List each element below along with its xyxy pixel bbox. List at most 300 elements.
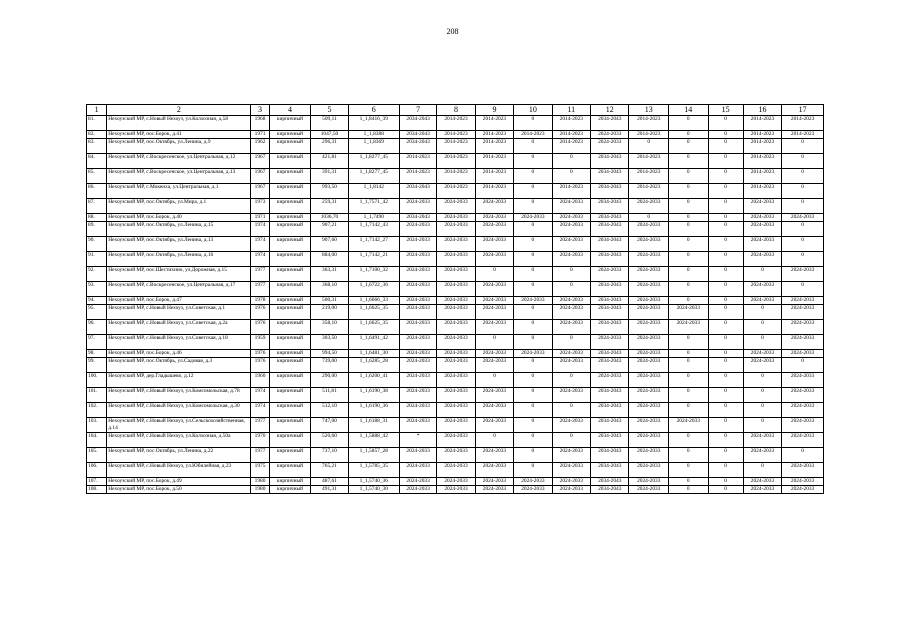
table-cell: 0 — [669, 478, 709, 486]
table-cell: 0 — [708, 478, 743, 486]
table-cell: 2024-2033 — [743, 433, 781, 448]
table-cell: 1_1,8369 — [348, 139, 399, 154]
table-cell: 0 — [552, 169, 590, 184]
table-cell: 2024-2033 — [552, 252, 590, 267]
table-cell: 1980 — [251, 478, 269, 486]
table-cell: 2024-2033 — [552, 358, 590, 373]
table-row — [87, 403, 824, 418]
table-cell: 0 — [514, 222, 552, 237]
table-cell: 2024-2033 — [399, 267, 436, 282]
table-cell: 2024-2033 — [629, 320, 669, 335]
table-cell: кирпичный — [269, 403, 311, 418]
table-cell: 1967 — [251, 184, 269, 199]
table-cell: 739,00 — [311, 358, 348, 373]
table-cell: 2034-2043 — [591, 222, 629, 237]
table-cell: 993,50 — [311, 184, 348, 199]
table-cell: 2014-2023 — [743, 131, 781, 139]
table-cell: 0 — [669, 463, 709, 478]
table-cell: 0 — [552, 433, 590, 448]
table-cell: 2034-2043 — [399, 214, 436, 222]
table-cell: 2014-2023 — [475, 184, 513, 199]
table-cell: 83. — [87, 139, 107, 154]
table-cell: 1_1,6190_36 — [348, 403, 399, 418]
table-cell: кирпичный — [269, 388, 311, 403]
table-cell: 2024-2033 — [629, 282, 669, 297]
table-row — [87, 267, 824, 282]
address-cell: Нехоузский МР, с.Новый Нехоуз, ул.Комсомольская, д.30 — [107, 403, 251, 418]
table-cell: кирпичный — [269, 320, 311, 335]
table-cell: 1_1,6666_33 — [348, 297, 399, 305]
table-cell: 0 — [708, 358, 743, 373]
table-cell: кирпичный — [269, 131, 311, 139]
table-cell: 0 — [475, 267, 513, 282]
table-cell: 2024-2033 — [437, 433, 475, 448]
table-cell: 2024-2033 — [743, 199, 781, 214]
table-cell: 2024-2033 — [475, 486, 513, 494]
table-cell: 2024-2033 — [782, 214, 824, 222]
table-cell: кирпичный — [269, 305, 311, 320]
table-cell: 2024-2033 — [475, 237, 513, 252]
address-cell: Нехоузский МР, с.Новый Нехоуз, ул.Колхозная, д.58 — [107, 116, 251, 131]
address-cell: Нехоузский МР, с.Новый Нехоуз, ул.Юбилейная, д.23 — [107, 463, 251, 478]
table-row — [87, 486, 824, 494]
table-cell: 2024-2033 — [399, 252, 436, 267]
table-cell: 2024-2033 — [782, 433, 824, 448]
table-cell: 0 — [514, 388, 552, 403]
table-cell: 2024-2033 — [782, 373, 824, 388]
table-cell: 82. — [87, 131, 107, 139]
table-cell: 2024-2033 — [743, 358, 781, 373]
table-cell: 98. — [87, 350, 107, 358]
table-cell: 2024-2033 — [437, 486, 475, 494]
table-cell: 2024-2033 — [437, 373, 475, 388]
table-cell: 2024-2033 — [437, 463, 475, 478]
table-cell: 2024-2033 — [552, 478, 590, 486]
table-cell: 2024-2033 — [475, 358, 513, 373]
table-cell: 2024-2033 — [552, 388, 590, 403]
table-cell: 2014-2023 — [743, 154, 781, 169]
table-cell: 2014-2023 — [437, 184, 475, 199]
table-cell: 2024-2033 — [399, 403, 436, 418]
table-cell: 2024-2033 — [475, 282, 513, 297]
table-cell: 1967 — [251, 169, 269, 184]
address-cell: Нехоузский МР, с.Воскресенское, ул.Центральная, д.13 — [107, 169, 251, 184]
table-cell: 2024-2033 — [782, 418, 824, 433]
table-row — [87, 139, 824, 154]
table-cell: 94. — [87, 297, 107, 305]
table-cell: 2024-2033 — [782, 335, 824, 350]
table-cell: 1976 — [251, 320, 269, 335]
table-cell: 2014-2023 — [399, 154, 436, 169]
table-cell: 2024-2033 — [629, 448, 669, 463]
table-cell: 2024-2033 — [743, 252, 781, 267]
table-cell: 2024-2033 — [437, 350, 475, 358]
table-cell: 2014-2023 — [475, 154, 513, 169]
column-header: 13 — [629, 105, 669, 116]
table-cell: 2034-2043 — [591, 448, 629, 463]
table-cell: 2024-2033 — [514, 214, 552, 222]
table-cell: * — [399, 433, 436, 448]
column-header: 12 — [591, 105, 629, 116]
table-cell: 0 — [669, 131, 709, 139]
address-cell: Нехоузский МР, пос.Борок, д.41 — [107, 131, 251, 139]
table-cell: 0 — [743, 388, 781, 403]
table-cell: 2034-2043 — [591, 403, 629, 418]
table-cell: 2024-2033 — [514, 297, 552, 305]
table-cell: 1_1,6491_42 — [348, 335, 399, 350]
table-cell: 2014-2023 — [475, 139, 513, 154]
column-header: 5 — [311, 105, 348, 116]
header-row — [87, 105, 824, 116]
table-cell: 2024-2033 — [552, 222, 590, 237]
table-cell: 1_1,5740_36 — [348, 478, 399, 486]
table-cell: 1_1,6625_35 — [348, 320, 399, 335]
column-header: 4 — [269, 105, 311, 116]
table-cell: 2014-2023 — [743, 116, 781, 131]
table-cell: 0 — [782, 237, 824, 252]
table-cell: 2024-2033 — [399, 388, 436, 403]
table-cell: 0 — [514, 116, 552, 131]
table-cell: 500,31 — [311, 297, 348, 305]
table-cell: 2024-2033 — [437, 418, 475, 433]
table-cell: 0 — [669, 184, 709, 199]
table-row — [87, 388, 824, 403]
table-cell: 1_1,6481_30 — [348, 350, 399, 358]
column-header: 3 — [251, 105, 269, 116]
table-cell: 1_1,6200_41 — [348, 373, 399, 388]
address-cell: Нехоузский МР, с.Мокеиха, ул.Центральная, д.1 — [107, 184, 251, 199]
table-cell: 2024-2033 — [782, 403, 824, 418]
address-cell: Нехоузский МР, пос.Шестихино, ул.Дорожная, д.15 — [107, 267, 251, 282]
column-header: 11 — [552, 105, 590, 116]
table-cell: 102. — [87, 403, 107, 418]
table-cell: 1976 — [251, 350, 269, 358]
table-cell: 2024-2033 — [743, 282, 781, 297]
table-cell: кирпичный — [269, 139, 311, 154]
table-cell: 1_1,8142 — [348, 184, 399, 199]
table-cell: 1959 — [251, 335, 269, 350]
table-cell: 2024-2033 — [437, 335, 475, 350]
table-cell: 2024-2033 — [782, 267, 824, 282]
table-cell: 2024-2033 — [629, 267, 669, 282]
table-cell: 358,10 — [311, 320, 348, 335]
table-cell: 2024-2033 — [475, 448, 513, 463]
table-cell: 2024-2033 — [782, 320, 824, 335]
table-cell: 0 — [669, 222, 709, 237]
table-cell: 97. — [87, 335, 107, 350]
table-cell: 1975 — [251, 463, 269, 478]
address-cell: Нехоузский МР, пос.Борок, д.46 — [107, 350, 251, 358]
table-cell: 2014-2023 — [743, 169, 781, 184]
table-cell: 0 — [708, 252, 743, 267]
table-cell: 81. — [87, 116, 107, 131]
table-cell: 2024-2033 — [782, 388, 824, 403]
table-cell: 2024-2033 — [629, 463, 669, 478]
column-header: 7 — [399, 105, 436, 116]
table-cell: 93. — [87, 282, 107, 297]
table-cell: 512,10 — [311, 403, 348, 418]
table-cell: 0 — [629, 139, 669, 154]
table-cell: 87. — [87, 199, 107, 214]
table-cell: 0 — [708, 463, 743, 478]
table-cell: 1977 — [251, 267, 269, 282]
table-cell: 2024-2033 — [552, 305, 590, 320]
table-cell: 0 — [669, 486, 709, 494]
table-cell: 2024-2033 — [514, 478, 552, 486]
table-cell: 0 — [708, 486, 743, 494]
table-row — [87, 373, 824, 388]
table-row — [87, 305, 824, 320]
table-cell: 2024-2033 — [629, 305, 669, 320]
table-cell: 0 — [669, 433, 709, 448]
table-cell: 0 — [669, 199, 709, 214]
table-cell: 2034-2043 — [399, 116, 436, 131]
table-cell: 2024-2033 — [399, 305, 436, 320]
table-cell: 2024-2033 — [629, 350, 669, 358]
table-row — [87, 297, 824, 305]
table-cell: 2024-2033 — [782, 297, 824, 305]
table-cell: 2034-2043 — [591, 282, 629, 297]
table-row — [87, 154, 824, 169]
table-cell: 2024-2033 — [629, 418, 669, 433]
table-cell: 2024-2033 — [743, 214, 781, 222]
table-cell: 0 — [669, 335, 709, 350]
table-cell: 2024-2033 — [782, 305, 824, 320]
address-cell: Нехоузский МР, дер.Гладышево, д.12 — [107, 373, 251, 388]
column-header: 2 — [107, 105, 251, 116]
table-cell: 0 — [514, 463, 552, 478]
table-cell: 106. — [87, 463, 107, 478]
table-cell: 303,50 — [311, 335, 348, 350]
table-cell: 2024-2033 — [591, 139, 629, 154]
address-cell: Нехоузский МР, пос.Борок, д.47 — [107, 297, 251, 305]
table-cell: 2024-2033 — [399, 358, 436, 373]
table-cell: 0 — [708, 418, 743, 433]
table-row — [87, 199, 824, 214]
table-cell: 0 — [708, 267, 743, 282]
table-cell: 0 — [708, 350, 743, 358]
table-cell: 108. — [87, 486, 107, 494]
table-cell: 1976 — [251, 305, 269, 320]
table-cell: 1974 — [251, 222, 269, 237]
address-cell: Нехоузский МР, пос.Октябрь, ул.Ленина, д.15 — [107, 222, 251, 237]
table-cell: 2024-2033 — [552, 486, 590, 494]
table-cell: 0 — [669, 388, 709, 403]
table-cell: 1_1,7142_43 — [348, 222, 399, 237]
table-cell: 0 — [708, 433, 743, 448]
table-cell: 2024-2033 — [437, 388, 475, 403]
table-cell: кирпичный — [269, 199, 311, 214]
table-cell: 2024-2033 — [669, 305, 709, 320]
table-cell: 2014-2023 — [629, 116, 669, 131]
table-cell: 1_1,5857_28 — [348, 448, 399, 463]
table-cell: 89. — [87, 222, 107, 237]
table-cell: 290,00 — [311, 373, 348, 388]
table-cell: 2024-2033 — [475, 320, 513, 335]
table-cell: 2024-2033 — [591, 131, 629, 139]
table-cell: 1_1,7142_27 — [348, 237, 399, 252]
table-cell: кирпичный — [269, 418, 311, 433]
table-cell: 765,21 — [311, 463, 348, 478]
column-header: 16 — [743, 105, 781, 116]
table-cell: 2024-2033 — [399, 478, 436, 486]
table-cell: 2034-2043 — [591, 252, 629, 267]
table-row — [87, 237, 824, 252]
table-cell: кирпичный — [269, 433, 311, 448]
table-cell: 0 — [669, 448, 709, 463]
table-cell: 0 — [708, 448, 743, 463]
table-cell: 2014-2023 — [475, 131, 513, 139]
table-cell: 1977 — [251, 418, 269, 433]
table-cell: 1967 — [251, 154, 269, 169]
table-cell: 2024-2033 — [629, 388, 669, 403]
table-cell: 0 — [514, 282, 552, 297]
table-cell: 107. — [87, 478, 107, 486]
table-cell: 0 — [708, 282, 743, 297]
table-cell: 0 — [475, 373, 513, 388]
table-cell: 2024-2033 — [629, 478, 669, 486]
table-cell: 2034-2043 — [591, 350, 629, 358]
table-cell: 0 — [743, 418, 781, 433]
table-cell: 2014-2023 — [437, 139, 475, 154]
table-cell: 2024-2033 — [399, 297, 436, 305]
table-cell: 0 — [743, 463, 781, 478]
table-cell: 0 — [782, 199, 824, 214]
table-cell: 84. — [87, 154, 107, 169]
table-cell: 391,31 — [311, 169, 348, 184]
table-cell: 2024-2033 — [743, 237, 781, 252]
table-cell: 0 — [514, 252, 552, 267]
address-cell: Нехоузский МР, пос.Октябрь, ул.Ленина, д.22 — [107, 448, 251, 463]
table-cell: 1_1,8277_45 — [348, 169, 399, 184]
table-cell: 0 — [782, 448, 824, 463]
table-cell: 1968 — [251, 116, 269, 131]
table-cell: 2014-2023 — [514, 131, 552, 139]
table-cell: 0 — [514, 373, 552, 388]
table-cell: 0 — [708, 403, 743, 418]
table-cell: 2024-2033 — [399, 335, 436, 350]
table-cell: 2014-2023 — [475, 116, 513, 131]
table-cell: 2024-2033 — [629, 373, 669, 388]
address-cell: Нехоузский МР, с.Воскресенское, ул.Центральная, д.12 — [107, 154, 251, 169]
table-cell: 2024-2033 — [399, 418, 436, 433]
table-cell: 2024-2033 — [629, 486, 669, 494]
table-cell: 0 — [782, 252, 824, 267]
table-cell: 2014-2023 — [437, 116, 475, 131]
table-cell: 0 — [514, 169, 552, 184]
table-cell: 0 — [782, 222, 824, 237]
column-header: 10 — [514, 105, 552, 116]
table-cell: 0 — [708, 131, 743, 139]
table-cell: 0 — [552, 403, 590, 418]
table-row — [87, 282, 824, 297]
table-cell: 2014-2023 — [475, 169, 513, 184]
table-cell: 2024-2033 — [399, 463, 436, 478]
table-cell: 0 — [708, 237, 743, 252]
table-cell: 91. — [87, 252, 107, 267]
table-cell: 2024-2033 — [552, 199, 590, 214]
table-cell: 0 — [552, 267, 590, 282]
table-cell: 0 — [514, 267, 552, 282]
table-cell: 95. — [87, 305, 107, 320]
table-cell: 2014-2023 — [552, 131, 590, 139]
table-row — [87, 350, 824, 358]
table-cell: 1_1,7490 — [348, 214, 399, 222]
table-cell: 2024-2033 — [629, 403, 669, 418]
address-cell: Нехоузский МР, пос.Борок, д.49 — [107, 478, 251, 486]
address-cell: Нехоузский МР, пос.Борок, д.50 — [107, 486, 251, 494]
table-cell: 1_1,6625_35 — [348, 305, 399, 320]
table-cell: 0 — [708, 154, 743, 169]
table-row — [87, 320, 824, 335]
table-cell: 1_1,5740_30 — [348, 486, 399, 494]
column-header: 14 — [669, 105, 709, 116]
table-cell: 2024-2033 — [437, 282, 475, 297]
table-cell: 2024-2033 — [475, 214, 513, 222]
table-cell: 0 — [514, 335, 552, 350]
table-cell: 0 — [669, 154, 709, 169]
table-cell: 2024-2033 — [475, 222, 513, 237]
table-row — [87, 116, 824, 131]
table-cell: 0 — [708, 214, 743, 222]
table-cell: кирпичный — [269, 237, 311, 252]
table-cell: 2024-2033 — [399, 282, 436, 297]
table-cell: 0 — [782, 184, 824, 199]
table-cell: 368,10 — [311, 282, 348, 297]
table-cell: 0 — [782, 282, 824, 297]
table-cell: 0 — [743, 267, 781, 282]
table-cell: 2024-2033 — [629, 237, 669, 252]
table-cell: 2034-2043 — [591, 463, 629, 478]
table-cell: 2024-2033 — [399, 350, 436, 358]
table-cell: 2014-2023 — [437, 131, 475, 139]
table-cell: 0 — [669, 252, 709, 267]
table-cell: 1976 — [251, 358, 269, 373]
table-row — [87, 169, 824, 184]
table-cell: 1_1,5785_35 — [348, 463, 399, 478]
table-cell: 0 — [475, 335, 513, 350]
table-cell: 0 — [552, 373, 590, 388]
table-cell: 2024-2033 — [629, 433, 669, 448]
table-cell: 2034-2043 — [591, 169, 629, 184]
table-cell: 0 — [743, 335, 781, 350]
address-cell: Нехоузский МР, пос.Октябрь, ул.Мира, д.1 — [107, 199, 251, 214]
table-cell: 1977 — [251, 282, 269, 297]
address-cell: Нехоузский МР, пос.Октябрь, ул.Ленина, д.9 — [107, 139, 251, 154]
table-cell: 2024-2033 — [437, 214, 475, 222]
table-cell: 509,11 — [311, 116, 348, 131]
table-cell: 1962 — [251, 139, 269, 154]
table-cell: 0 — [708, 169, 743, 184]
table-cell: 2024-2033 — [399, 199, 436, 214]
table-row — [87, 335, 824, 350]
table-cell: 2024-2033 — [782, 478, 824, 486]
table-cell: 2024-2033 — [591, 335, 629, 350]
table-cell: 0 — [514, 305, 552, 320]
table-row — [87, 448, 824, 463]
table-cell: 1_1,5888_42 — [348, 433, 399, 448]
table-cell: 2014-2023 — [782, 131, 824, 139]
table-cell: кирпичный — [269, 184, 311, 199]
table-cell: 0 — [669, 358, 709, 373]
table-cell: 2014-2023 — [743, 184, 781, 199]
table-cell: 491,31 — [311, 486, 348, 494]
table-cell: 296,31 — [311, 139, 348, 154]
table-cell: 2024-2033 — [514, 350, 552, 358]
table-cell: кирпичный — [269, 448, 311, 463]
table-cell: 2024-2033 — [437, 403, 475, 418]
table-cell: 2024-2033 — [437, 320, 475, 335]
